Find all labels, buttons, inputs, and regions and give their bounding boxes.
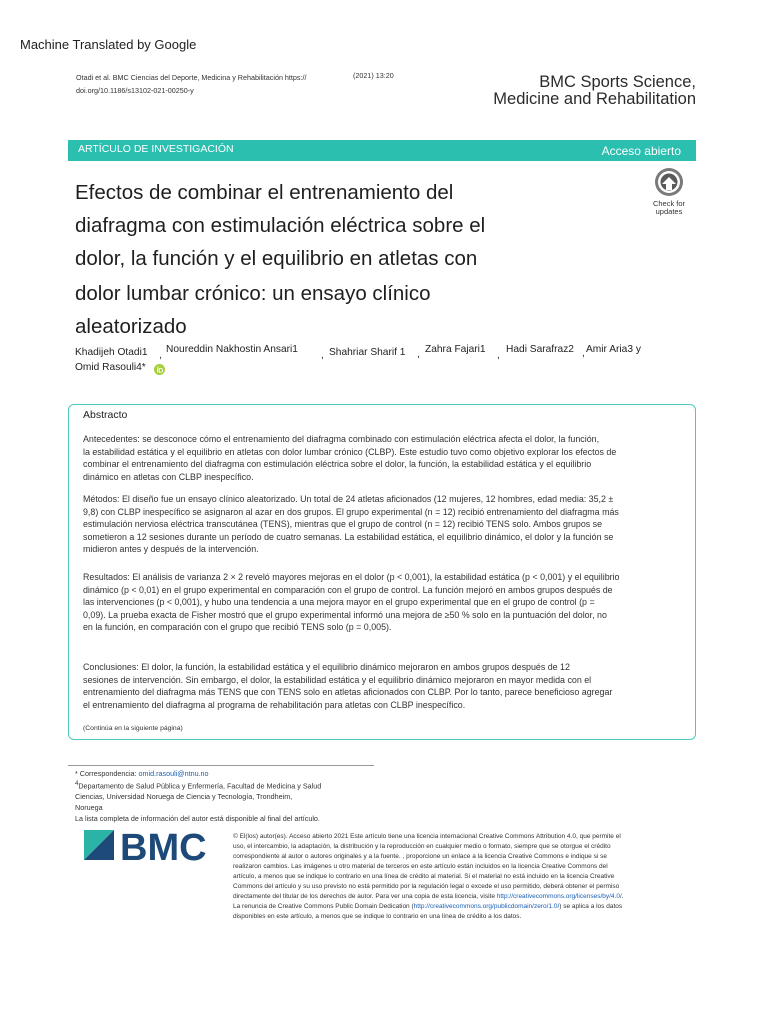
citation [76, 71, 356, 97]
bmc-logo [84, 826, 224, 868]
orcid-icon[interactable] [154, 364, 165, 375]
affiliation-line: Ciencias, Universidad Noruega de Ciencia y Tecnología, Trondheim, [75, 792, 293, 802]
check-for-updates-badge[interactable] [641, 167, 697, 223]
journal-name [490, 74, 696, 108]
license-text-segment: directamente del titular de los derechos de autor. Para ver una copia de esta licencia, visite [233, 893, 497, 900]
abstract-line: dinámico (p < 0,01) en el grupo experimental en comparación con el grupo de control. La función mejoró en ambos grupos después de [83, 584, 613, 595]
license-line [233, 902, 691, 912]
affiliation-number: 4 [75, 781, 79, 787]
title-line: dolor, la función y el equilibrio en atletas con [75, 247, 478, 270]
title-line: aleatorizado [75, 315, 187, 338]
article-type-band [68, 140, 696, 161]
check-for-updates-label [641, 200, 697, 216]
correspondence-label: * Correspondencia: [75, 769, 137, 778]
full-author-info-note: La lista completa de información del autor está disponible al final del artículo. [75, 814, 320, 824]
citation-doi[interactable]: doi.org/10.1186/s13102-021-00250-y [76, 86, 194, 95]
abstract-heading: Abstracto [83, 409, 128, 421]
journal-name-line-1: BMC Sports Science, [539, 73, 696, 91]
license-line [233, 892, 691, 902]
abstract-line: combinar el entrenamiento del diafragma con estimulación eléctrica sobre el dolor, la función, la estabilidad estática y el equilibrio [83, 459, 592, 469]
abstract-conclusions [83, 661, 683, 711]
journal-name-line-2: Medicine and Rehabilitation [493, 90, 696, 108]
abstract-line: entrenamiento del diafragma más TENS que con TENS solo en atletas aficionados con CLBP. Por lo tanto, parece beneficioso agregar [83, 687, 613, 697]
abstract-line: en la función, en comparación con el grupo que recibió TENS solo (p = 0,005). [83, 622, 392, 632]
abstract-line: midieron antes y después de la intervención. [83, 544, 259, 554]
machine-translated-label: Machine Translated by Google [20, 37, 197, 52]
footnote-divider [68, 765, 374, 766]
affiliation-line: Departamento de Salud Pública y Enfermería, Facultad de Medicina y Salud [78, 781, 322, 791]
author-name: Omid Rasouli4* [75, 362, 146, 373]
author-name: Shahriar Sharif 1 [329, 347, 406, 358]
author-name: Zahra Fajari1 [425, 344, 486, 355]
public-domain-link[interactable]: http://creativecommons.org/publicdomain/zero/1.0/ [413, 903, 560, 910]
abstract-line: dinámico en atletas con CLBP inespecífico. [83, 471, 254, 482]
open-access-label: Acceso abierto [601, 144, 681, 158]
abstract-line: sometieron a 12 sesiones durante un período de cuatro semanas. La estabilidad estática, el equilibrio dinámico, el dolor y la función se [83, 531, 614, 542]
license-line: disponibles en este artículo, a menos que se indique lo contrario en una línea de crédito a los datos. [233, 913, 522, 920]
license-line: artículo, a menos que se indique lo contrario en una línea de crédito al material. Si el material no está incluido en la licencia Creative [233, 873, 615, 880]
affiliation-line: Noruega [75, 803, 103, 813]
affiliation [75, 779, 365, 791]
license-line: © El(los) autor(es). Acceso abierto 2021 Este artículo tiene una licencia internacional Creative Commons Attribution 4.0, que permite el [233, 833, 621, 840]
author-separator: , [321, 350, 324, 361]
abstract-line: 9,8) con CLBP inespecífico se asignaron al azar en dos grupos. El grupo experimental (n = 12) recibió entrenamiento del diafragma más [83, 506, 619, 517]
author-name: Hadi Sarafraz2 [506, 344, 574, 355]
license-line: Commons del artículo y su uso previsto no está permitido por la regulación legal o excede el uso permitido, deberá obtener el permiso [233, 883, 620, 890]
abstract-line: Métodos: El diseño fue un ensayo clínico aleatorizado. Un total de 24 atletas aficionados (12 mujeres, 12 hombres, edad media: 35,2 ± [83, 494, 614, 504]
correspondence-email[interactable]: omid.rasouli@ntnu.no [138, 769, 209, 778]
abstract-line: Conclusiones: El dolor, la función, la estabilidad estática y el equilibrio dinámico mejoraron en ambos grupos después de 12 [83, 662, 570, 672]
article-title [75, 176, 595, 343]
license-link[interactable]: http://creativecommons.org/licenses/by/4.0/ [496, 893, 622, 900]
abstract-background [83, 433, 683, 483]
abstract-line: sesiones de intervención. Sin embargo, el dolor, la estabilidad estática y el equilibrio dinámico mejoraron en mayor medida con el [83, 674, 592, 685]
author-name: Noureddin Nakhostin Ansari1 [166, 344, 298, 355]
author-name: Amir Aria3 y [586, 344, 641, 355]
correspondence-line [75, 768, 365, 779]
abstract-line: 0,09). La prueba exacta de Fisher mostró que el grupo experimental informó una mejora de ≥50 % solo en la puntuación del dolor, no [83, 609, 607, 620]
bmc-logo-text: BMC [120, 827, 207, 868]
continued-note: (Continúa en la siguiente página) [83, 725, 183, 732]
license-text-segment: ) se aplica a los datos [559, 903, 623, 910]
footnotes [75, 768, 365, 824]
abstract-line: la estabilidad estática y el equilibrio en atletas con dolor lumbar crónico (CLBP). Este estudio tuvo como objetivo explorar los efectos de [83, 446, 617, 457]
author-separator: , [582, 348, 585, 359]
check-for-updates-line-1: Check for [652, 199, 686, 208]
license-line: correspondiente al autor o autores originales y a la fuente. , proporcione un enlace a la licencia Creative Commons e indique si se [233, 853, 607, 860]
abstract-line: el entrenamiento del diafragma al programa de rehabilitación para atletas con CLBP inespecífico. [83, 699, 466, 710]
license-text-segment: La renuncia de Creative Commons Public Domain Dedication ( [233, 903, 414, 910]
check-for-updates-icon [641, 167, 697, 201]
author-separator: , [417, 349, 420, 360]
abstract-line: estimulación nerviosa eléctrica transcutánea (TENS), mientras que el grupo de control (n = 12) recibió TENS solo. Ambos grupos se [83, 519, 603, 529]
license-line: realizaron cambios. Las imágenes u otro material de terceros en este artículo están incluidos en la licencia Creative Commons del [233, 863, 608, 870]
abstract-results [83, 571, 683, 634]
license-line: uso, el intercambio, la adaptación, la distribución y la reproducción en cualquier medio o formato, siempre que se otorgue el crédito [233, 843, 611, 850]
bmc-logo-mark [84, 826, 224, 868]
abstract-line: Resultados: El análisis de varianza 2 × 2 reveló mayores mejoras en el dolor (p < 0,001), la estabilidad estática (p < 0,001) y el equilibrio [83, 572, 620, 582]
citation-date: (2021) 13:20 [353, 71, 394, 80]
abstract-line: Antecedentes: se desconoce cómo el entrenamiento del diafragma combinado con estimulación eléctrica afecta el dolor, la función, [83, 434, 600, 444]
author-separator: , [159, 350, 162, 361]
citation-line-1: Otadi et al. BMC Ciencias del Deporte, Medicina y Rehabilitación https:// [76, 73, 307, 82]
license-text-segment: . [621, 893, 624, 900]
title-line: Efectos de combinar el entrenamiento del [75, 181, 454, 204]
title-line: dolor lumbar crónico: un ensayo clínico [75, 282, 431, 305]
license-text [233, 832, 691, 922]
abstract-box [68, 404, 696, 740]
title-line: diafragma con estimulación eléctrica sobre el [75, 214, 486, 237]
check-for-updates-line-2: updates [655, 207, 683, 216]
author-separator: , [497, 350, 500, 361]
abstract-line: las intervenciones (p < 0,001), y hubo una tendencia a una mejora mayor en el grupo experimental que en el grupo de control (p = [83, 597, 595, 607]
article-type-label: ARTÍCULO DE INVESTIGACIÓN [78, 143, 234, 155]
abstract-methods [83, 493, 683, 556]
author-name: Khadijeh Otadi1 [75, 347, 148, 358]
